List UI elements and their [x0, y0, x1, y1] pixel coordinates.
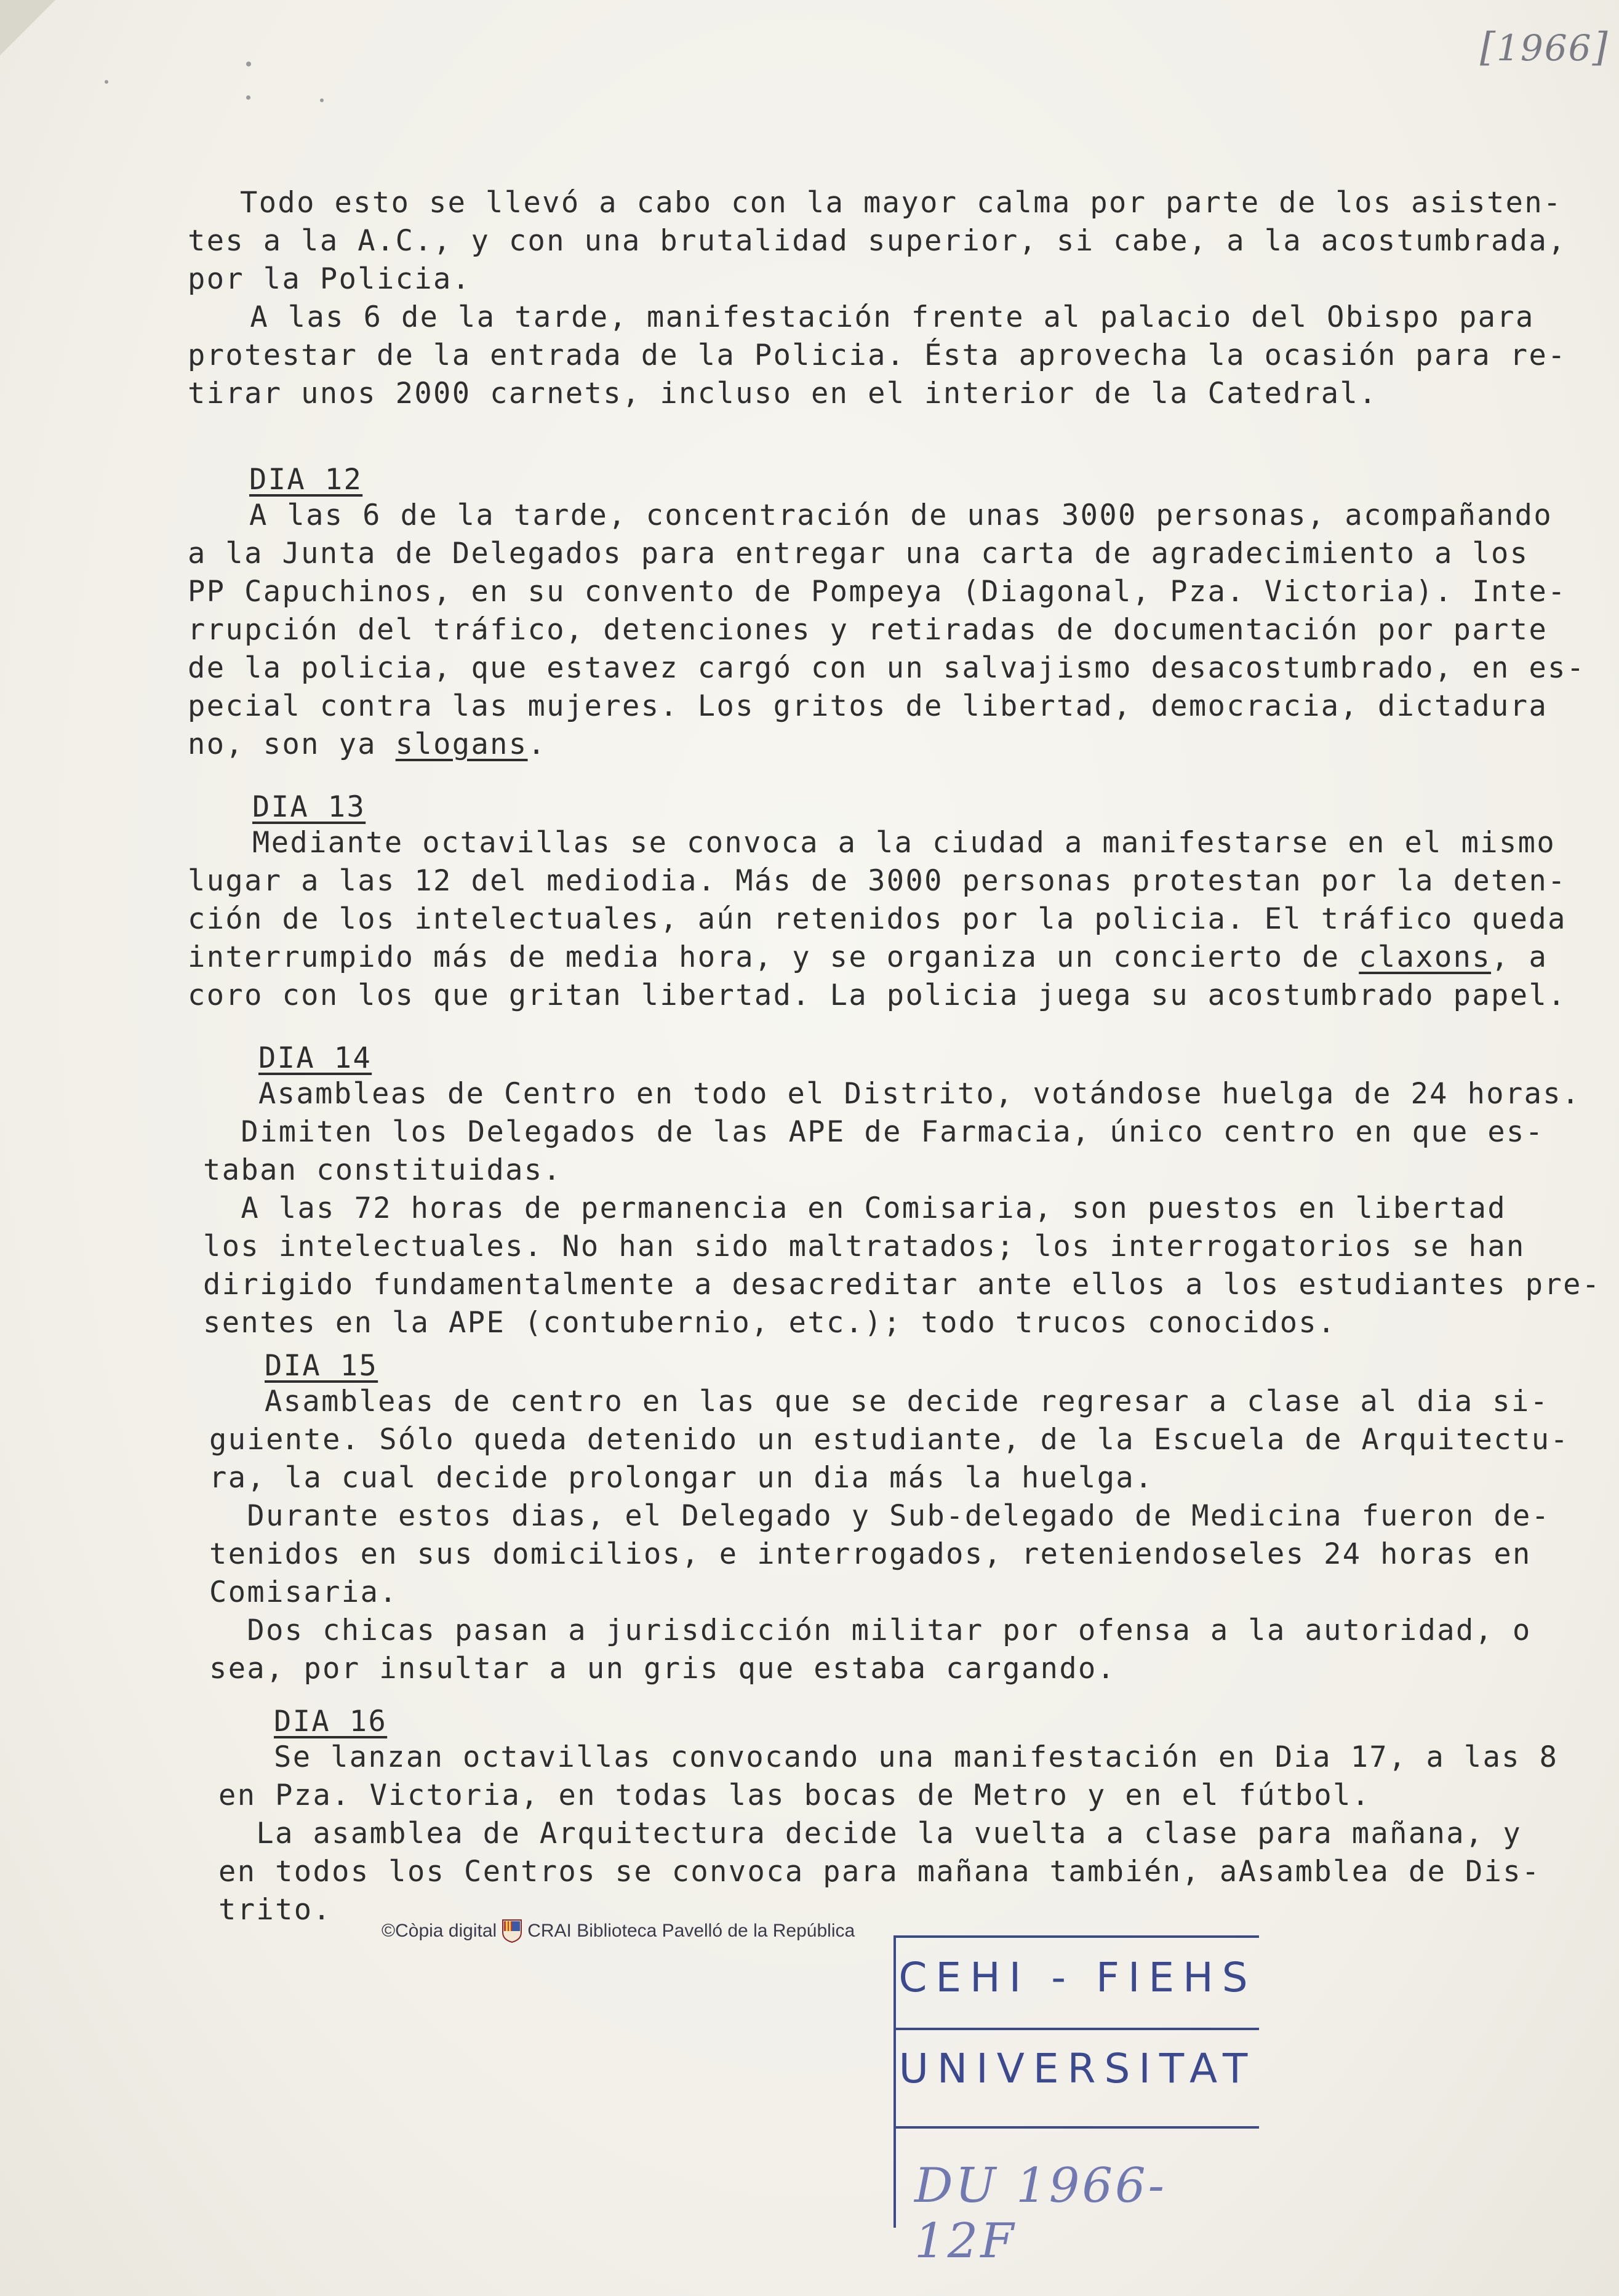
- stamp-line-1: CEHI - FIEHS: [898, 1954, 1257, 2001]
- library-name: CRAI Biblioteca Pavelló de la República: [527, 1921, 855, 1941]
- text-line: a la Junta de Delegados para entregar una carta de agradecimiento a los: [188, 537, 1529, 570]
- day-heading-15: DIA 15: [265, 1349, 378, 1383]
- text-line: por la Policia.: [188, 262, 471, 296]
- underlined-word: slogans: [395, 727, 528, 761]
- copyright-text: ©Còpia digital: [382, 1921, 497, 1941]
- text-line: trito.: [218, 1893, 332, 1927]
- text-line: sentes en la APE (contubernio, etc.); todo trucos conocidos.: [203, 1306, 1337, 1340]
- text-line: protestar de la entrada de la Policia. Ésta aprovecha la ocasión para re-: [188, 338, 1567, 372]
- text-line: ción de los intelectuales, aún retenidos por la policia. El tráfico queda: [188, 902, 1567, 936]
- text-line: Durante estos dias, el Delegado y Sub-delegado de Medicina fueron de-: [209, 1499, 1551, 1533]
- ink-speck: [320, 98, 324, 102]
- text-line: Se lanzan octavillas convocando una manifestación en Dia 17, a las 8: [274, 1740, 1559, 1774]
- text-line: Asambleas de Centro en todo el Distrito, votándose huelga de 24 horas.: [258, 1077, 1581, 1111]
- stamp-rule: [896, 2126, 1259, 2129]
- text-line: Todo esto se llevó a cabo con la mayor calma por parte de los asisten-: [240, 186, 1562, 220]
- text-line: ra, la cual decide prolongar un dia más la huelga.: [209, 1461, 1154, 1495]
- day-heading-16: DIA 16: [274, 1705, 388, 1738]
- text-line: tes a la A.C., y con una brutalidad superior, si cabe, a la acostumbrada,: [188, 224, 1567, 258]
- text-line: sea, por insultar a un gris que estaba cargando.: [209, 1652, 1116, 1686]
- text-line: Comisaria.: [209, 1575, 398, 1609]
- text-line: Dos chicas pasan a jurisdicción militar por ofensa a la autoridad, o: [209, 1614, 1532, 1647]
- text-line: La asamblea de Arquitectura decide la vuelta a clase para mañana, y: [218, 1817, 1522, 1850]
- text-line: A las 6 de la tarde, manifestación frente al palacio del Obispo para: [212, 300, 1535, 334]
- text-line: A las 72 horas de permanencia en Comisaria, son puestos en libertad: [203, 1191, 1507, 1225]
- archive-stamp: [893, 1935, 1259, 2269]
- text-line: Asambleas de centro en las que se decide regresar a clase al dia si-: [265, 1385, 1549, 1418]
- page-corner-fold: [0, 0, 55, 55]
- stamp-rule: [896, 1935, 1259, 1938]
- text-line: Dimiten los Delegados de las APE de Farmacia, único centro en que es-: [203, 1115, 1545, 1149]
- text-line: dirigido fundamentalmente a desacreditar ante ellos a los estudiantes pre-: [203, 1268, 1601, 1302]
- library-crest-icon: [502, 1919, 522, 1943]
- text-line: tenidos en sus domicilios, e interrogados, reteniendoseles 24 horas en: [209, 1537, 1532, 1571]
- day-heading-12: DIA 12: [249, 463, 363, 497]
- text-line: rrupción del tráfico, detenciones y retiradas de documentación por parte: [188, 613, 1548, 647]
- text-line: los intelectuales. No han sido maltratados; los interrogatorios se han: [203, 1230, 1525, 1263]
- day-heading-14: DIA 14: [258, 1041, 372, 1075]
- text-line: tirar unos 2000 carnets, incluso en el interior de la Catedral.: [188, 377, 1378, 410]
- stamp-handwritten-number: DU 1966-12F: [914, 2158, 1167, 2269]
- text-line: de la policia, que estavez cargó con un salvajismo desacostumbrado, en es-: [188, 651, 1586, 685]
- ink-speck: [105, 80, 108, 84]
- text-line: guiente. Sólo queda detenido un estudiante, de la Escuela de Arquitectu-: [209, 1423, 1570, 1457]
- text-line: pecial contra las mujeres. Los gritos de libertad, democracia, dictadura: [188, 689, 1548, 723]
- stamp-line-2: UNIVERSITAT: [898, 2045, 1257, 2092]
- text-line: coro con los que gritan libertad. La policia juega su acostumbrado papel.: [188, 978, 1567, 1012]
- text-line: A las 6 de la tarde, concentración de unas 3000 personas, acompañando: [249, 498, 1553, 532]
- text-line: Mediante octavillas se convoca a la ciudad a manifestarse en el mismo: [252, 826, 1556, 860]
- text-line: no, son ya slogans.: [188, 727, 547, 761]
- text-line: en todos los Centros se convoca para mañana también, aAsamblea de Dis-: [218, 1855, 1541, 1889]
- digital-copy-notice: [382, 1919, 855, 1943]
- archive-reference-pencil: [1966]: [1480, 25, 1609, 70]
- text-line: en Pza. Victoria, en todas las bocas de Metro y en el fútbol.: [218, 1778, 1371, 1812]
- text-line: lugar a las 12 del mediodia. Más de 3000 personas protestan por la deten-: [188, 864, 1567, 898]
- text-line: interrumpido más de media hora, y se organiza un concierto de claxons, a: [188, 940, 1548, 974]
- text-line: PP Capuchinos, en su convento de Pompeya (Diagonal, Pza. Victoria). Inte-: [188, 575, 1567, 609]
- stamp-rule: [896, 2028, 1259, 2030]
- text-line: taban constituidas.: [203, 1153, 562, 1187]
- underlined-word: claxons: [1359, 940, 1492, 974]
- day-heading-13: DIA 13: [252, 790, 366, 824]
- ink-speck: [246, 62, 251, 66]
- ink-speck: [246, 95, 250, 100]
- archive-reference-year: 1966: [1496, 27, 1593, 69]
